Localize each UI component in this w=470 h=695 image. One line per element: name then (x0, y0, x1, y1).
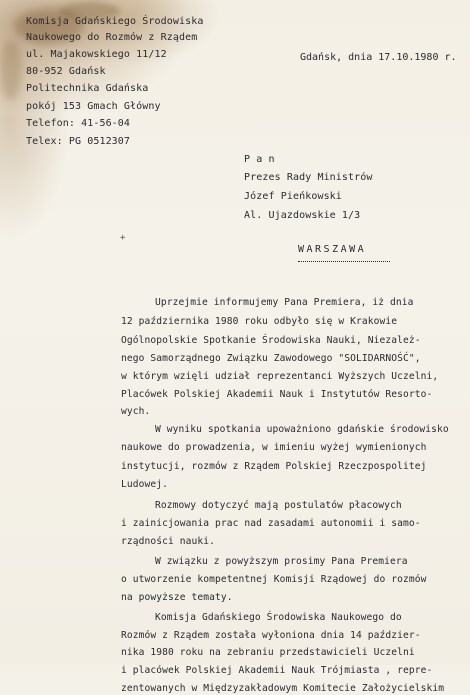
body-line: Uprzejmie informujemy Pana Premiera, iż dnia (155, 297, 414, 308)
margin-mark: + (120, 233, 126, 243)
body-line: na powyższe tematy. (121, 592, 233, 603)
body-line: W wyniku spotkania upoważniono gdańskie środowisko (155, 424, 449, 435)
body-line: nego Samorządnego Związku Zawodowego "SOLIDARNOŚĆ", (121, 353, 421, 364)
body-line: Rozmowy dotyczyć mają postulatów płacowych (155, 500, 402, 511)
body-line: Ludowej. (121, 479, 169, 490)
recipient-city: WARSZAWA (298, 244, 367, 255)
recipient-line: Al. Ujazdowskie 1/3 (244, 210, 361, 221)
body-line: nika 1980 roku na zebraniu przedstawicieli Uczelni (121, 647, 415, 658)
sender-line: Telefon: 41-56-04 (26, 118, 131, 129)
water-stain (0, 40, 22, 100)
body-line: Rozmów z Rządem została wyłoniona dnia 14 paździer- (121, 630, 421, 641)
body-line: w którym wzięli udział reprezentanci Wyższych Uczelni, (121, 371, 439, 382)
body-line: wych. (121, 406, 151, 417)
body-line: W związku z powyższym prosimy Pana Premiera (155, 556, 408, 567)
sender-line: Naukowego do Rozmów z Rządem (26, 32, 198, 43)
body-line: Ogólnopolskie Spotkanie Środowiska Nauki, Niezależ- (121, 335, 421, 346)
city-underline (298, 258, 390, 262)
sender-line: Politechnika Gdańska (26, 83, 149, 94)
recipient-line: Prezes Rady Ministrów (244, 172, 373, 183)
body-line: naukowe do prowadzenia, w imieniu wyżej wymienionych (121, 442, 427, 453)
sender-line: Telex: PG 0512307 (26, 136, 131, 147)
recipient-line: P a n (244, 154, 275, 165)
sender-line: 80-952 Gdańsk (26, 66, 106, 77)
body-line: o utworzenie kompetentnej Komisji Rządowej do rozmów (121, 574, 427, 585)
body-line: rządności nauki. (121, 536, 216, 547)
sender-line: Komisja Gdańskiego Środowiska (26, 16, 204, 27)
body-line: 12 października 1980 roku odbyło się w Krakowie (121, 316, 398, 327)
body-line: i placówek Polskiej Akademii Nauk Trójmiasta , repre- (121, 665, 433, 676)
sender-line: ul. Majakowskiego 11/12 (26, 49, 167, 60)
body-line: zentowanych w Międzyzakładowym Komitecie Założycielskim (121, 683, 445, 694)
body-line: instytucji, rozmów z Rządem Polskiej Rzeczpospolitej (121, 461, 427, 472)
sender-line: pokój 153 Gmach Główny (26, 101, 161, 112)
body-line: Komisja Gdańskiego Środowiska Naukowego do (155, 612, 402, 623)
body-line: i zainicjowania prac nad zasadami autonomii i samo- (121, 518, 421, 529)
body-line: Placówek Polskiej Akademii Nauk i Instytutów Resorto- (121, 389, 433, 400)
letter-date: Gdańsk, dnia 17.10.1980 r. (300, 52, 457, 63)
recipient-line: Józef Pieńkowski (244, 191, 342, 202)
